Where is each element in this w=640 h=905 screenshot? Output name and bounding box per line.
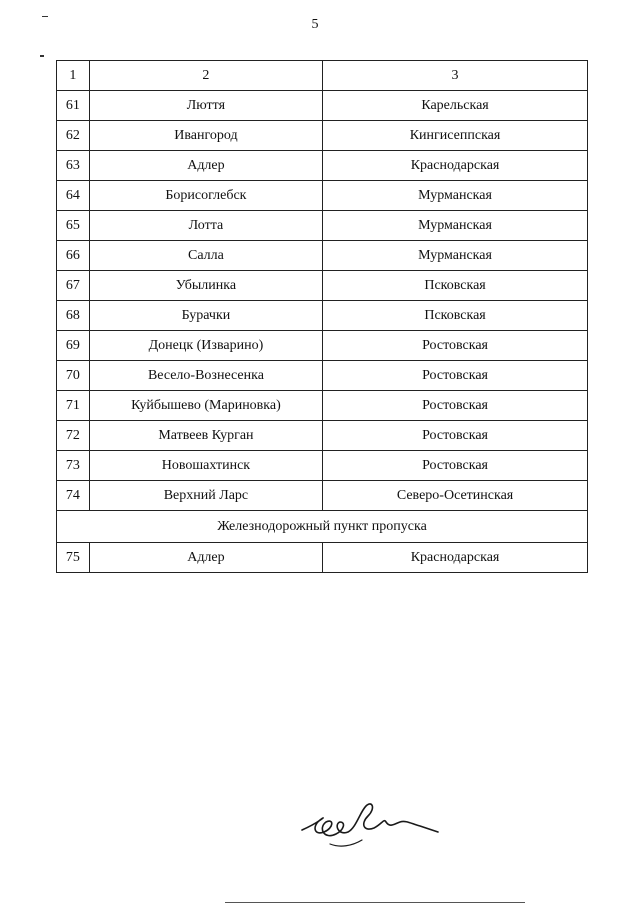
checkpoint-name: Бурачки	[89, 301, 322, 331]
checkpoint-name: Верхний Ларс	[89, 481, 322, 511]
table-row	[57, 421, 588, 451]
table-row	[57, 451, 588, 481]
table-row	[57, 211, 588, 241]
checkpoint-name: Люття	[89, 91, 322, 121]
row-number: 64	[57, 181, 90, 211]
region-name: Кингисеппская	[323, 121, 588, 151]
scan-mark	[42, 16, 48, 17]
page-number: 5	[311, 17, 319, 32]
region-name: Мурманская	[323, 211, 588, 241]
region-name: Ростовская	[323, 451, 588, 481]
row-number: 68	[57, 301, 90, 331]
checkpoints-table	[56, 60, 588, 573]
row-number: 71	[57, 391, 90, 421]
checkpoint-name: Борисоглебск	[89, 181, 322, 211]
checkpoint-name: Весело-Вознесенка	[89, 361, 322, 391]
row-number: 62	[57, 121, 90, 151]
table-row	[57, 181, 588, 211]
table-row	[57, 151, 588, 181]
checkpoint-name: Куйбышево (Мариновка)	[89, 391, 322, 421]
region-name: Псковская	[323, 271, 588, 301]
checkpoint-name: Лотта	[89, 211, 322, 241]
row-number: 75	[57, 543, 90, 573]
checkpoint-name: Убылинка	[89, 271, 322, 301]
row-number: 67	[57, 271, 90, 301]
region-name: Ростовская	[323, 391, 588, 421]
checkpoint-name: Ивангород	[89, 121, 322, 151]
row-number: 69	[57, 331, 90, 361]
region-name: Краснодарская	[323, 543, 588, 573]
header-cell-region: 3	[323, 61, 588, 91]
checkpoint-name: Новошахтинск	[89, 451, 322, 481]
header-cell-number: 1	[57, 61, 90, 91]
scan-mark	[40, 55, 44, 57]
checkpoint-name: Матвеев Курган	[89, 421, 322, 451]
section-title: Железнодорожный пункт пропуска	[57, 511, 588, 543]
row-number: 61	[57, 91, 90, 121]
region-name: Северо-Осетинская	[323, 481, 588, 511]
region-name: Ростовская	[323, 421, 588, 451]
row-number: 65	[57, 211, 90, 241]
region-name: Ростовская	[323, 361, 588, 391]
table-row	[57, 391, 588, 421]
table-header-row	[57, 61, 588, 91]
checkpoint-name: Салла	[89, 241, 322, 271]
table-row	[57, 91, 588, 121]
table-row	[57, 481, 588, 511]
row-number: 72	[57, 421, 90, 451]
table-row	[57, 271, 588, 301]
row-number: 63	[57, 151, 90, 181]
checkpoint-name: Адлер	[89, 151, 322, 181]
checkpoint-name: Адлер	[89, 543, 322, 573]
region-name: Ростовская	[323, 331, 588, 361]
region-name: Карельская	[323, 91, 588, 121]
table-row	[57, 543, 588, 573]
region-name: Мурманская	[323, 241, 588, 271]
region-name: Мурманская	[323, 181, 588, 211]
region-name: Краснодарская	[323, 151, 588, 181]
table-row	[57, 301, 588, 331]
row-number: 74	[57, 481, 90, 511]
header-cell-name: 2	[89, 61, 322, 91]
region-name: Псковская	[323, 301, 588, 331]
table-row	[57, 331, 588, 361]
row-number: 70	[57, 361, 90, 391]
table-row	[57, 361, 588, 391]
signature	[290, 792, 450, 862]
table-row	[57, 121, 588, 151]
page-edge-line	[225, 902, 525, 903]
row-number: 73	[57, 451, 90, 481]
section-header-row	[57, 511, 588, 543]
row-number: 66	[57, 241, 90, 271]
checkpoint-name: Донецк (Изварино)	[89, 331, 322, 361]
table-row	[57, 241, 588, 271]
